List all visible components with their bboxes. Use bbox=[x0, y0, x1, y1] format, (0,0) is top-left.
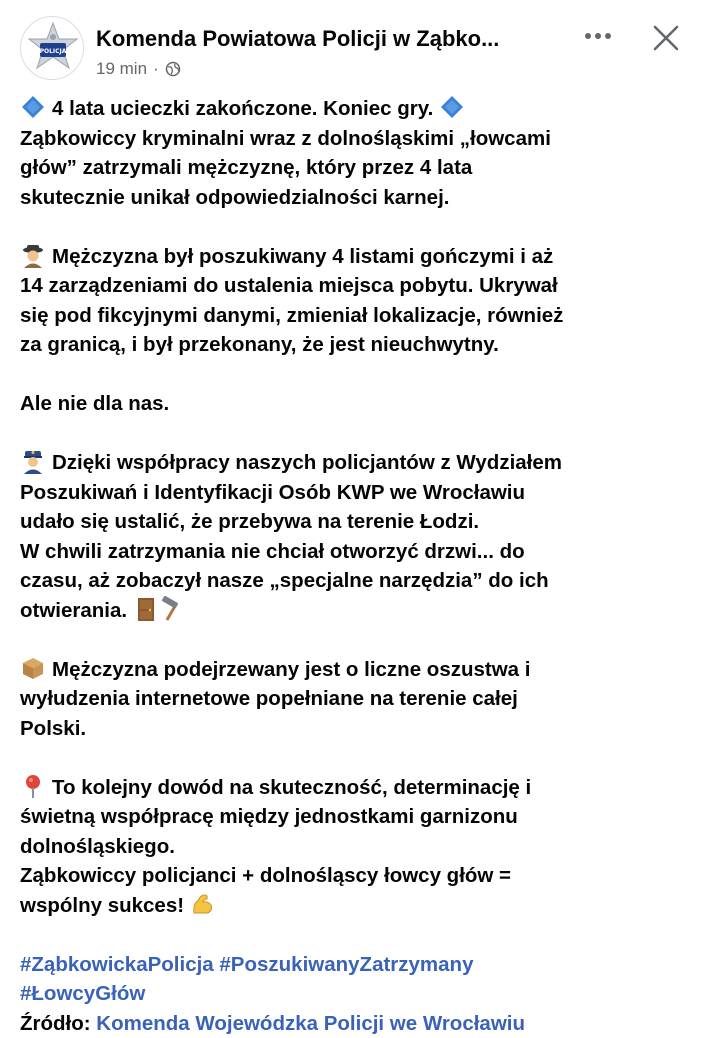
detective-icon bbox=[20, 242, 46, 268]
door-icon bbox=[133, 596, 159, 622]
package-icon bbox=[20, 655, 46, 681]
but-not-line: Ale nie dla nas. bbox=[20, 389, 688, 419]
avatar-badge-text: POLICJA bbox=[40, 48, 67, 55]
police-officer-icon bbox=[20, 448, 46, 474]
post-meta bbox=[96, 59, 181, 79]
globe-icon[interactable] bbox=[165, 61, 181, 77]
cooperation-line-6: otwierania. bbox=[20, 599, 127, 622]
post-time[interactable]: 19 min bbox=[96, 59, 147, 79]
round-pushpin-icon bbox=[20, 773, 46, 799]
page-avatar[interactable] bbox=[20, 16, 84, 80]
wanted-line-4: za granicą, i był przekonany, że jest nieuchwytny. bbox=[20, 330, 688, 360]
paragraph-intro bbox=[20, 94, 688, 212]
paragraph-wanted bbox=[20, 242, 688, 360]
police-star-logo-icon bbox=[21, 17, 84, 80]
cooperation-line-2: Poszukiwań i Identyfikacji Osób KWP we Wrocławiu bbox=[20, 478, 688, 508]
success-line-4: Ząbkowiccy policjanci + dolnośląscy łowcy głów = bbox=[20, 861, 688, 891]
hashtag-link[interactable]: #PoszukiwanyZatrzymany bbox=[219, 953, 473, 976]
flexed-biceps-icon bbox=[190, 891, 216, 917]
paragraph-success bbox=[20, 773, 688, 921]
post-body bbox=[20, 94, 688, 1038]
source-label: Źródło: bbox=[20, 1012, 91, 1035]
meta-separator: · bbox=[153, 59, 159, 79]
page-name[interactable]: Komenda Powiatowa Policji w Ząbko... bbox=[96, 26, 576, 52]
blue-diamond-icon bbox=[439, 94, 465, 120]
intro-line-3: głów” zatrzymali mężczyznę, który przez 4 lata bbox=[20, 153, 688, 183]
success-line-3: dolnośląskiego. bbox=[20, 832, 688, 862]
fraud-line-2: wyłudzenia internetowe popełniane na terenie całej bbox=[20, 684, 688, 714]
cooperation-line-4: W chwili zatrzymania nie chciał otworzyć drzwi... do bbox=[20, 537, 688, 567]
wanted-line-2: 14 zarządzeniami do ustalenia miejsca pobytu. Ukrywał bbox=[20, 271, 688, 301]
fraud-line-1: Mężczyzna podejrzewany jest o liczne oszustwa i bbox=[52, 658, 530, 681]
intro-line-4: skutecznie unikał odpowiedzialności karnej. bbox=[20, 183, 688, 213]
intro-line-1: 4 lata ucieczki zakończone. Koniec gry. bbox=[52, 97, 433, 120]
wanted-line-1: Mężczyzna był poszukiwany 4 listami gończymi i aż bbox=[52, 245, 553, 268]
hashtag-link[interactable]: #ŁowcyGłów bbox=[20, 982, 145, 1005]
hashtags-block bbox=[20, 950, 688, 1038]
cooperation-line-3: udało się ustalić, że przebywa na terenie Łodzi. bbox=[20, 507, 688, 537]
paragraph-cooperation bbox=[20, 448, 688, 625]
success-line-5: wspólny sukces! bbox=[20, 894, 184, 917]
post-header bbox=[0, 0, 701, 90]
close-icon[interactable] bbox=[648, 20, 684, 56]
cooperation-line-5: czasu, aż zobaczył nasze „specjalne narzędzia” do ich bbox=[20, 566, 688, 596]
wanted-line-3: się pod fikcyjnymi danymi, zmieniał lokalizacje, również bbox=[20, 301, 688, 331]
hammer-icon bbox=[159, 596, 185, 622]
success-line-1: To kolejny dowód na skuteczność, determinację i bbox=[52, 776, 531, 799]
paragraph-but-not bbox=[20, 389, 688, 419]
source-link[interactable]: Komenda Wojewódzka Policji we Wrocławiu bbox=[96, 1012, 525, 1035]
hashtag-link[interactable]: #ZąbkowickaPolicja bbox=[20, 953, 214, 976]
success-line-2: świetną współpracę między jednostkami garnizonu bbox=[20, 802, 688, 832]
blue-diamond-icon bbox=[20, 94, 46, 120]
fraud-line-3: Polski. bbox=[20, 714, 688, 744]
intro-line-2: Ząbkowiccy kryminalni wraz z dolnośląskimi „łowcami bbox=[20, 124, 688, 154]
paragraph-fraud bbox=[20, 655, 688, 744]
more-dots-icon[interactable] bbox=[580, 24, 616, 52]
cooperation-line-1: Dzięki współpracy naszych policjantów z Wydziałem bbox=[52, 451, 562, 474]
